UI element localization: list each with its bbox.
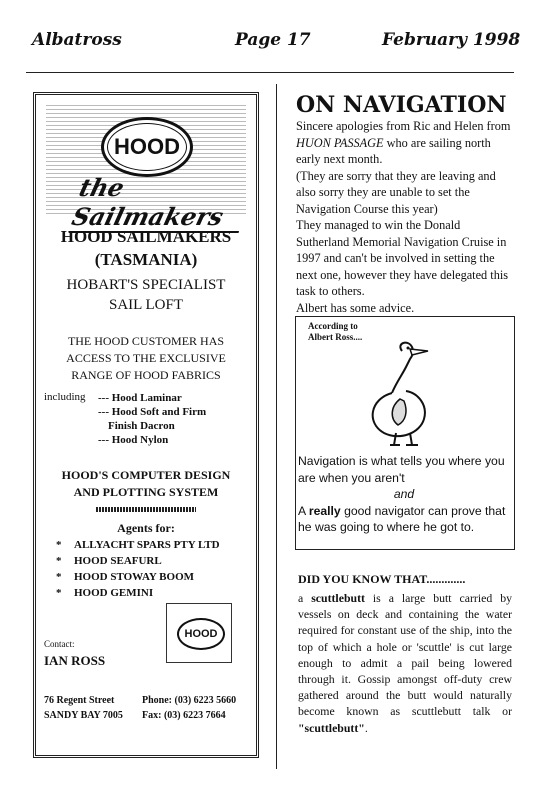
agents-title: Agents for:: [117, 521, 175, 535]
specialist-block: [36, 275, 256, 315]
page-number: Page 17: [235, 30, 311, 50]
fabric-item: --- Hood Laminar: [98, 392, 182, 404]
albert-ross-box: [295, 316, 515, 550]
company-name: [36, 225, 256, 271]
advice-line: Navigation is what tells you where you are when you aren't: [298, 454, 505, 485]
did-you-know-heading: DID YOU KNOW THAT.............: [298, 572, 466, 586]
access-line: RANGE OF HOOD FABRICS: [71, 368, 221, 382]
advice-and: and: [393, 487, 415, 501]
vessel-name: HUON PASSAGE: [296, 135, 384, 150]
header-rule: [26, 72, 514, 73]
hood-logo-text: HOOD: [114, 134, 180, 159]
computer-line: AND PLOTTING SYSTEM: [73, 485, 219, 499]
newsletter-name: Albatross: [32, 30, 122, 50]
agent-item: * HOOD STOWAY BOOM: [56, 571, 195, 583]
loft-line: SAIL LOFT: [108, 297, 184, 313]
bullet-star-icon: *: [56, 555, 62, 567]
agent-item: * HOOD SEAFURL: [56, 555, 162, 567]
article-paragraph: Sincere apologies from Ric and Helen from HUON PASSAGE who are sailing north early next month.: [296, 119, 511, 166]
issue-date: February 1998: [382, 30, 521, 50]
fax-line: Fax: (03) 6223 7664: [142, 710, 226, 721]
address: [44, 693, 123, 723]
including-label: including: [44, 391, 86, 403]
albert-advice: [298, 453, 510, 536]
phone-fax: [142, 693, 236, 723]
hood-sailmakers-advert: [33, 92, 259, 758]
navigation-heading: ON NAVIGATION: [296, 92, 507, 118]
hood-stamp-logo: HOOD: [177, 618, 225, 650]
column-divider: [276, 84, 277, 769]
scuttlebutt-term: scuttlebutt: [311, 591, 365, 605]
company-line: HOOD SAILMAKERS: [60, 227, 232, 246]
bullet-star-icon: *: [56, 539, 62, 551]
did-you-know-body: a scuttlebutt is a large butt carried by vessels on deck and containing the water required for constant use of the ship, into the top of which a hole or 'scuttle' is cut large enough to admit a pail being lowered through it. Gossip amongst off-duty crew gathered around the butt would naturally become known as scuttlebutt talk or "scuttlebutt".: [298, 591, 512, 735]
hood-logo: [46, 105, 246, 231]
specialist-line: HOBART'S SPECIALIST: [66, 277, 226, 293]
albatross-icon: [356, 337, 456, 449]
region-line: (TASMANIA): [94, 250, 198, 269]
address-line: 76 Regent Street: [44, 695, 115, 706]
computer-line: HOOD'S COMPUTER DESIGN: [61, 468, 231, 482]
hood-stamp-image: [166, 603, 232, 663]
article-paragraph: Albert has some advice.: [296, 300, 415, 315]
access-line: ACCESS TO THE EXCLUSIVE: [66, 351, 226, 365]
hood-logo-oval-inner: [107, 123, 187, 171]
bullet-star-icon: *: [56, 587, 62, 599]
contact-name: IAN ROSS: [44, 653, 106, 668]
hood-logo-oval: [101, 117, 193, 177]
contact-label: Contact:: [44, 639, 75, 649]
computer-design-block: [36, 467, 256, 501]
page-header: [0, 0, 552, 70]
article-paragraph: (They are sorry that they are leaving and also sorry they are unable to set the Navigation Course this year): [296, 168, 496, 216]
advice-line: A really good navigator can prove that he was going to where he got to.: [298, 503, 506, 534]
separator: [96, 507, 196, 512]
sailmakers-script: the Sailmakers: [69, 173, 254, 233]
albert-label: According to Albert Ross....: [308, 321, 363, 342]
fabric-item: --- Hood Soft and Firm: [98, 406, 207, 418]
agent-item: * HOOD GEMINI: [56, 587, 154, 599]
article-paragraph: They managed to win the Donald Sutherland Memorial Navigation Cruise in 1997 and can't be involved in setting the next one, however they have delegated this task to others.: [296, 218, 509, 298]
bullet-star-icon: *: [56, 571, 62, 583]
fabric-item: --- Hood Nylon: [98, 434, 169, 446]
access-block: [36, 333, 256, 384]
fabric-list: [98, 391, 206, 447]
address-line: SANDY BAY 7005: [44, 710, 123, 721]
navigation-article: [296, 118, 514, 316]
phone-line: Phone: (03) 6223 5660: [142, 695, 237, 706]
access-line: THE HOOD CUSTOMER HAS: [67, 334, 225, 348]
agents-list: [56, 537, 220, 601]
fabric-item: Finish Dacron: [108, 420, 175, 432]
agent-item: * ALLYACHT SPARS PTY LTD: [56, 539, 220, 551]
